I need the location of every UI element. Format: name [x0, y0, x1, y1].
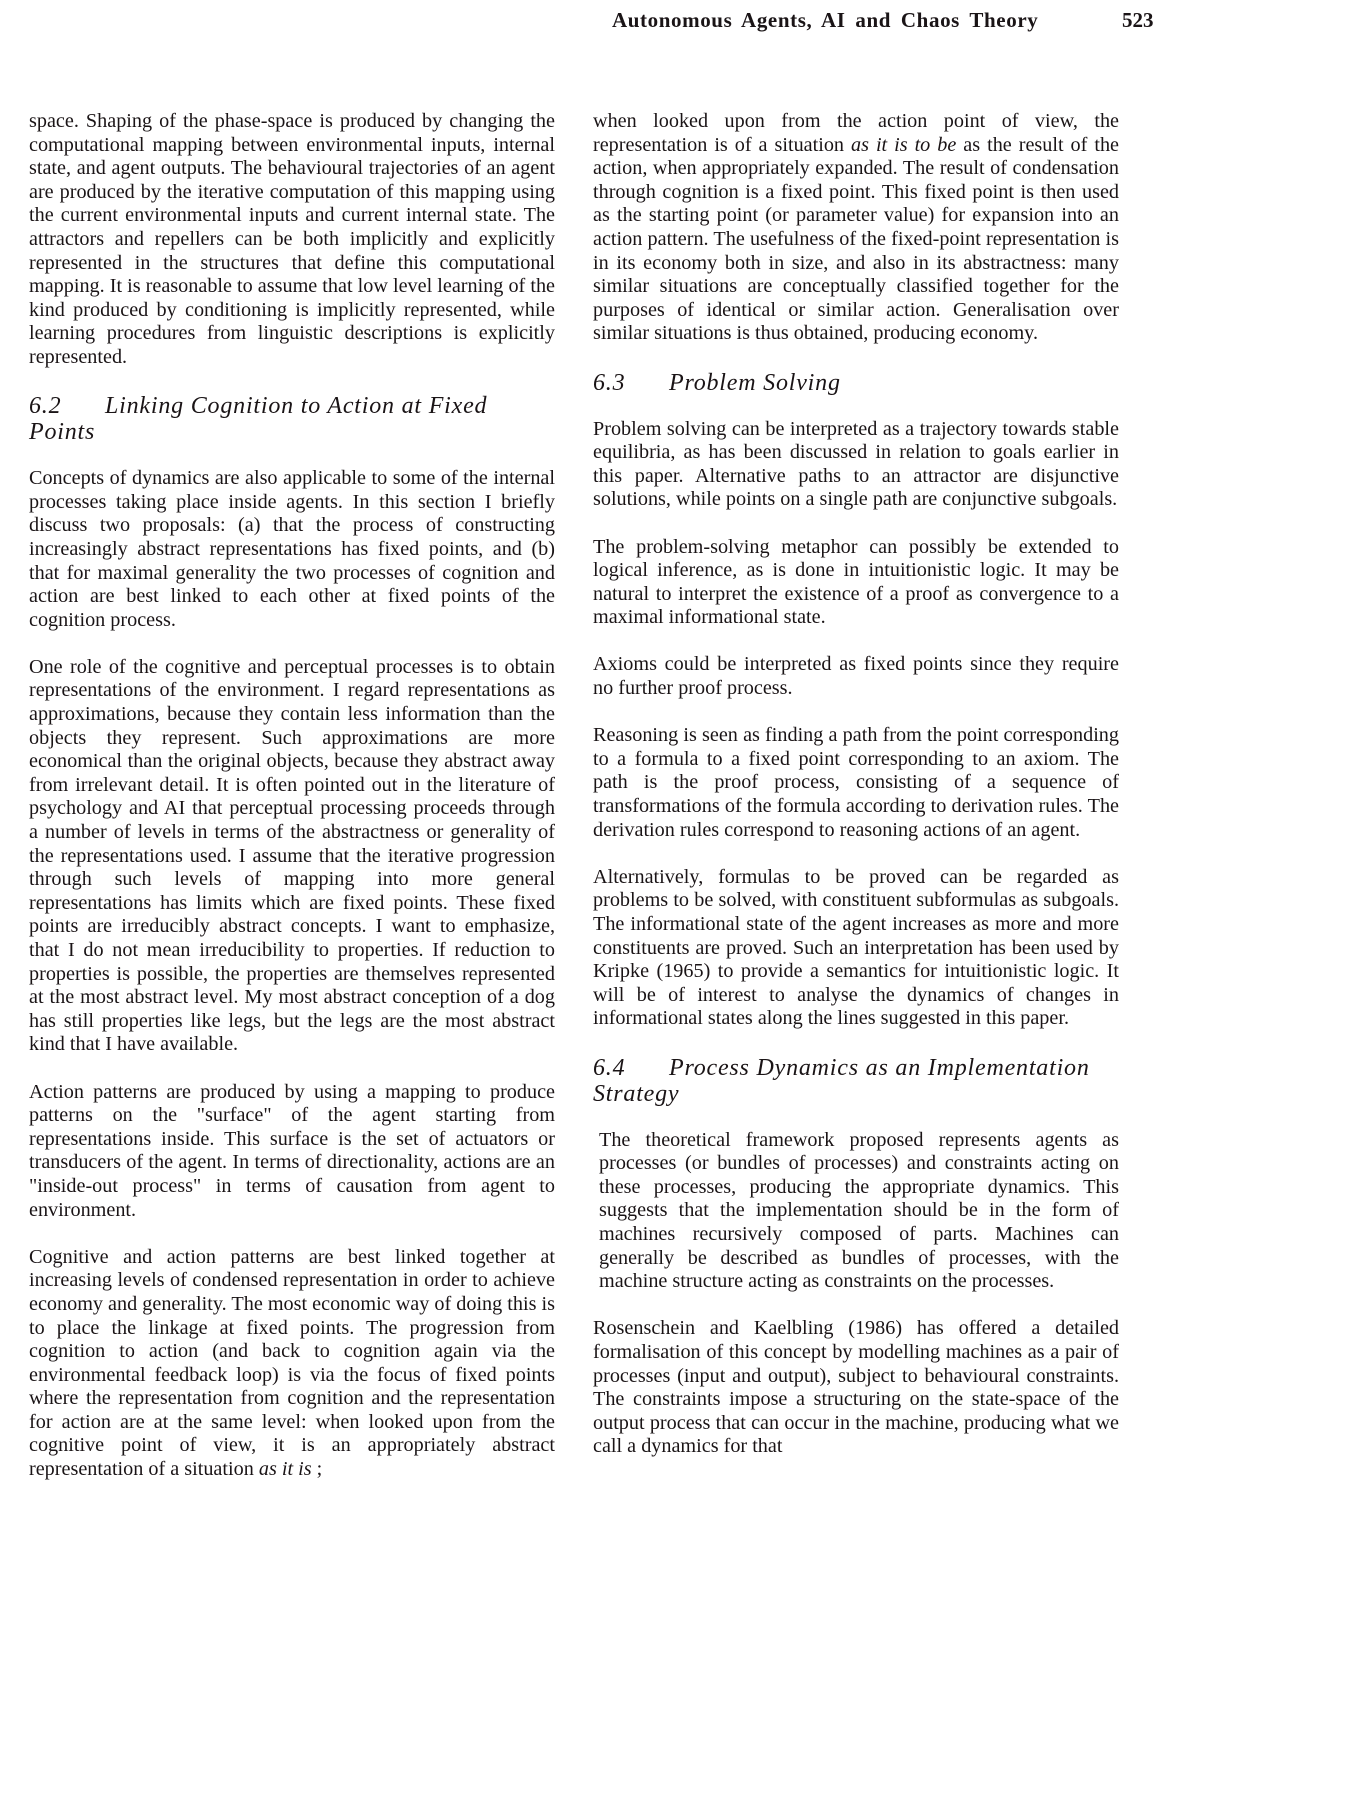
section-heading-6-3 — [593, 370, 1119, 396]
page-number: 523 — [1122, 8, 1154, 32]
section-number: 6.3 — [593, 369, 626, 396]
paragraph-tail: ; — [311, 1458, 323, 1481]
paragraph-problem-solving: Problem solving can be interpreted as a trajectory towards stable equilibria, as has been discussed in relation to goals earlier in this paper. Alternative paths to an attractor are disjunctive solutions, while points on a single path are conjunctive subgoals. — [593, 417, 1119, 511]
section-title: Process Dynamics as an Implementation Strategy — [593, 1054, 1090, 1107]
paragraph-reasoning: Reasoning is seen as finding a path from the point corresponding to a formula to a fixed point corresponding to an axiom. The path is the proof process, consisting of a sequence of transformations of the formula according to derivation rules. The derivation rules correspond to reasoning actions of an agent. — [593, 724, 1119, 841]
paragraph-problem-solving-metaphor: The problem-solving metaphor can possibly be extended to logical inference, as is done in intuitionistic logic. It may be natural to interpret the existence of a proof as convergence to a maximal informational state. — [593, 535, 1119, 629]
section-title: Problem Solving — [669, 369, 841, 396]
left-column — [29, 110, 555, 1482]
paragraph-concepts-of-dynamics: Concepts of dynamics are also applicable to some of the internal processes taking place inside agents. In this section I briefly discuss two proposals: (a) that the process of constructing increasingly abstract representations has fixed points, and (b) that for maximal generality the two processes of cognition and action are best linked to each other at fixed points of the cognition process. — [29, 467, 555, 631]
italic-phrase: as it is to be — [851, 133, 957, 156]
right-column — [593, 110, 1119, 1459]
paragraph-text: Cognitive and action patterns are best linked together at increasing levels of condensed representation in order to achieve economy and generality. The most economic way of doing this is to place the linkage at fixed points. The progression from cognition to action (and back to cognition again via the environmental feedback loop) is via the focus of fixed points where the representation from cognition and the representation for action are at the same level: when looked upon from the cognitive point of view, it is an appropriately abstract representation of a situation — [29, 1245, 555, 1481]
paragraph-text: when looked upon from the action point of view, the representation is of a situation — [593, 110, 1119, 156]
section-title: Linking Cognition to Action at Fixed Points — [29, 393, 488, 446]
section-heading-6-2 — [29, 393, 555, 445]
section-heading-6-4 — [593, 1055, 1119, 1107]
section-number: 6.4 — [593, 1054, 626, 1081]
paragraph-cognitive-action-linking — [29, 1246, 555, 1482]
paragraph-rosenschein-kaelbling: Rosenschein and Kaelbling (1986) has offered a detailed formalisation of this concept by modelling machines as a pair of processes (input and output), subject to behavioural constraints. The constraints impose a structuring on the state-space of the output process that can occur in the machine, producing what we call a dynamics for that — [593, 1317, 1119, 1458]
paragraph-text-continued: as the result of the action, when appropriately expanded. The result of condensation through cognition is a fixed point. This fixed point is then used as the starting point (or parameter value) for expansion into an action pattern. The usefulness of the fixed-point representation is in its economy both in size, and also in its abstractness: many similar situations are conceptually classified together for the purposes of identical or similar action. Generalisation over similar situations is thus obtained, producing economy. — [593, 133, 1120, 345]
paragraph-axioms: Axioms could be interpreted as fixed points since they require no further proof process. — [593, 653, 1119, 700]
italic-phrase: as it is — [258, 1458, 312, 1481]
paragraph-cognitive-perceptual: One role of the cognitive and perceptual processes is to obtain representations of the environment. I regard representations as approximations, because they contain less information than the objects they represent. Such approximations are more economical than the original objects, because they abstract away from irrelevant detail. It is often pointed out in the literature of psychology and AI that perceptual processing proceeds through a number of levels in terms of the abstractness or generality of the representations used. I assume that the iterative progression through such levels of mapping into more general representations has limits which are fixed points. These fixed points are irreducibly abstract concepts. I want to emphasize, that I do not mean irreducibility to properties. If reduction to properties is possible, the properties are themselves represented at the most abstract level. My most abstract conception of a dog has still properties like legs, but the legs are the most abstract kind that I have available. — [29, 655, 555, 1056]
paragraph-phase-space: space. Shaping of the phase-space is produced by changing the computational mapping between environmental inputs, internal state, and agent outputs. The behavioural trajectories of an agent are produced by the iterative computation of this mapping using the current environmental inputs and current internal state. The attractors and repellers can be both implicitly and explicitly represented in the structures that define this computational mapping. It is reasonable to assume that low level learning of the kind produced by conditioning is implicitly represented, while learning procedures from linguistic descriptions is explicitly represented. — [29, 110, 555, 368]
paragraph-action-patterns: Action patterns are produced by using a mapping to produce patterns on the "surface" of the agent starting from representations inside. This surface is the set of actuators or transducers of the agent. In terms of directionality, actions are an "inside-out process" in terms of causation from agent to environment. — [29, 1080, 555, 1221]
paragraph-action-point-of-view — [593, 110, 1119, 346]
running-head: Autonomous Agents, AI and Chaos Theory — [612, 8, 1039, 32]
paragraph-alternatively: Alternatively, formulas to be proved can be regarded as problems to be solved, with constituent subformulas as subgoals. The informational state of the agent increases as more and more constituents are proved. Such an interpretation has been used by Kripke (1965) to provide a semantics for intuitionistic logic. It will be of interest to analyse the dynamics of changes in informational states along the lines suggested in this paper. — [593, 865, 1119, 1030]
paragraph-theoretical-framework: The theoretical framework proposed represents agents as processes (or bundles of processes) and constraints acting on these processes, producing the appropriate dynamics. This suggests that the implementation should be in the form of machines recursively composed of parts. Machines can generally be described as bundles of processes, with the machine structure acting as constraints on the processes. — [599, 1128, 1119, 1293]
section-number: 6.2 — [29, 393, 62, 420]
